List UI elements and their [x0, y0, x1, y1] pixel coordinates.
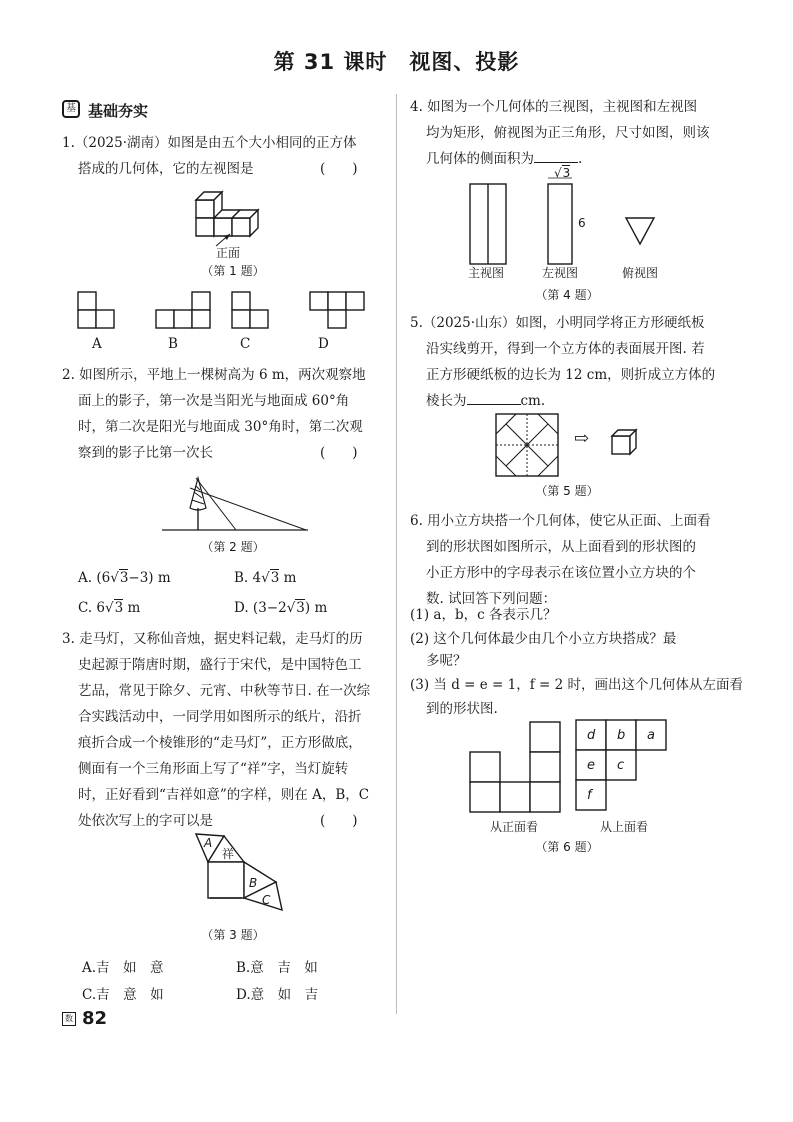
q6-sub3-line1: (3) 当 d = e = 1，f = 2 时，画出这个几何体从左面看: [410, 677, 743, 693]
q2-option-a: A. (6√3−3) m: [78, 570, 171, 586]
q5-line4: 棱长为 cm.: [426, 393, 546, 409]
q6-line1: 6. 用小立方块搭一个几何体，使它从正面、上面看: [410, 513, 711, 529]
q3-line8: 处依次写上的字可以是: [78, 813, 213, 829]
q4-dim-top: √3: [554, 166, 571, 180]
q3-line6: 侧面有一个三角形面上写了“祥”字，当灯旋转: [78, 761, 349, 777]
column-divider: [396, 94, 397, 1014]
q6-letter-f: f: [587, 788, 592, 803]
q6-line2: 到的形状图如图所示，从上面看到的形状图的: [426, 539, 696, 555]
q6-sub3-line2: 到的形状图.: [426, 701, 498, 717]
q6-letter-b: b: [617, 728, 626, 743]
q4-caption: （第 4 题）: [535, 288, 599, 302]
q3-label-c: C: [262, 893, 271, 907]
q3-paren: ( ): [320, 813, 358, 829]
q2-option-d: D. (3−2√3) m: [234, 600, 328, 616]
q4-label-left: 左视图: [542, 266, 579, 280]
page-title: 第 31 课时 视图、投影: [273, 50, 520, 74]
q2-option-b: B. 4√3 m: [234, 570, 297, 586]
q6-letter-c: c: [617, 758, 625, 773]
q2-tree-shadow-figure: [160, 468, 310, 538]
q3-line5: 痕折合成一个棱锥形的“走马灯”，正方形做底，: [78, 735, 362, 751]
q3-line2: 史起源于隋唐时期，盛行于宋代，是中国特色工: [78, 657, 362, 673]
q6-label-top: 从上面看: [600, 820, 649, 834]
q1-caption: （第 1 题）: [201, 264, 265, 278]
q1-option-figures: [76, 290, 376, 330]
q6-label-front: 从正面看: [490, 820, 539, 834]
q3-option-a: A.吉 如 意: [82, 960, 164, 976]
q5-line3: 正方形硬纸板的边长为 12 cm，则折成立方体的: [426, 367, 716, 383]
q5-net-figure: [494, 412, 644, 478]
q6-letter-a: a: [647, 728, 655, 743]
section-icon: 基: [62, 100, 80, 118]
q6-line3: 小正方形中的字母表示在该位置小立方块的个: [426, 565, 696, 581]
q3-line4: 合实践活动中，一同学用如图所示的纸片，沿折: [78, 709, 362, 725]
q2-line4: 察到的影子比第一次长: [78, 445, 213, 461]
q5-caption: （第 5 题）: [535, 484, 599, 498]
q6-letter-d: d: [587, 728, 596, 743]
q4-dim-side: 6: [578, 216, 586, 230]
q6-line4: 数. 试回答下列问题：: [426, 591, 557, 607]
q4-line1: 4. 如图为一个几何体的三视图，主视图和左视图: [410, 99, 698, 115]
page-icon: 数: [62, 1012, 76, 1026]
q3-label-xiang: 祥: [222, 847, 235, 861]
q6-sub1: (1) a，b，c 各表示几？: [410, 607, 557, 623]
q3-line7: 时，正好看到“吉祥如意”的字样，则在 A，B，C: [78, 787, 370, 803]
q1-front-label: 正面: [216, 246, 241, 260]
q1-option-d: D: [318, 336, 329, 352]
q6-sub2-line2: 多呢？: [426, 653, 467, 669]
q3-option-c: C.吉 意 如: [82, 987, 164, 1003]
q2-line3: 时，第二次是阳光与地面成 30°角时，第二次观: [78, 419, 363, 435]
q1-option-c: C: [240, 336, 251, 352]
page-number: 82: [82, 1008, 108, 1029]
q4-label-front: 主视图: [468, 266, 505, 280]
q4-label-top: 俯视图: [622, 266, 659, 280]
q5-arrow-icon: ⇨: [574, 428, 590, 449]
q2-line1: 2. 如图所示，平地上一棵树高为 6 m，两次观察地: [62, 367, 366, 383]
q6-view-figures: [468, 718, 668, 814]
q3-caption: （第 3 题）: [201, 928, 265, 942]
q2-line2: 面上的影子，第一次是当阳光与地面成 60°角: [78, 393, 350, 409]
q1-paren: ( ): [320, 161, 358, 177]
q4-three-views: [464, 166, 674, 270]
q3-line1: 3. 走马灯，又称仙音烛，据史料记载，走马灯的历: [62, 631, 363, 647]
section-heading: 基础夯实: [88, 102, 149, 120]
q5-line1: 5.（2025·山东）如图，小明同学将正方形硬纸板: [410, 315, 705, 331]
q2-caption: （第 2 题）: [201, 540, 265, 554]
q5-line2: 沿实线剪开，得到一个立方体的表面展开图. 若: [426, 341, 705, 357]
q3-line3: 艺品，常见于除夕、元宵、中秋等节日. 在一次综: [78, 683, 371, 699]
q4-line3: 几何体的侧面积为 .: [426, 151, 583, 167]
q6-sub2-line1: (2) 这个几何体最少由几个小立方块搭成？最: [410, 631, 677, 647]
q1-line2: 搭成的几何体，它的左视图是: [78, 161, 254, 177]
q3-label-b: B: [249, 876, 258, 890]
q3-option-b: B.意 吉 如: [236, 960, 318, 976]
q1-option-b: B: [168, 336, 178, 352]
q6-letter-e: e: [587, 758, 595, 773]
q2-option-c: C. 6√3 m: [78, 600, 141, 616]
q3-label-a: A: [204, 836, 213, 850]
q1-line1: 1.（2025·湖南）如图是由五个大小相同的正方体: [62, 135, 357, 151]
q6-caption: （第 6 题）: [535, 840, 599, 854]
q2-paren: ( ): [320, 445, 358, 461]
q1-option-a: A: [92, 336, 102, 352]
q4-line2: 均为矩形，俯视图为正三角形，尺寸如图，则该: [426, 125, 710, 141]
q3-option-d: D.意 如 吉: [236, 987, 319, 1003]
